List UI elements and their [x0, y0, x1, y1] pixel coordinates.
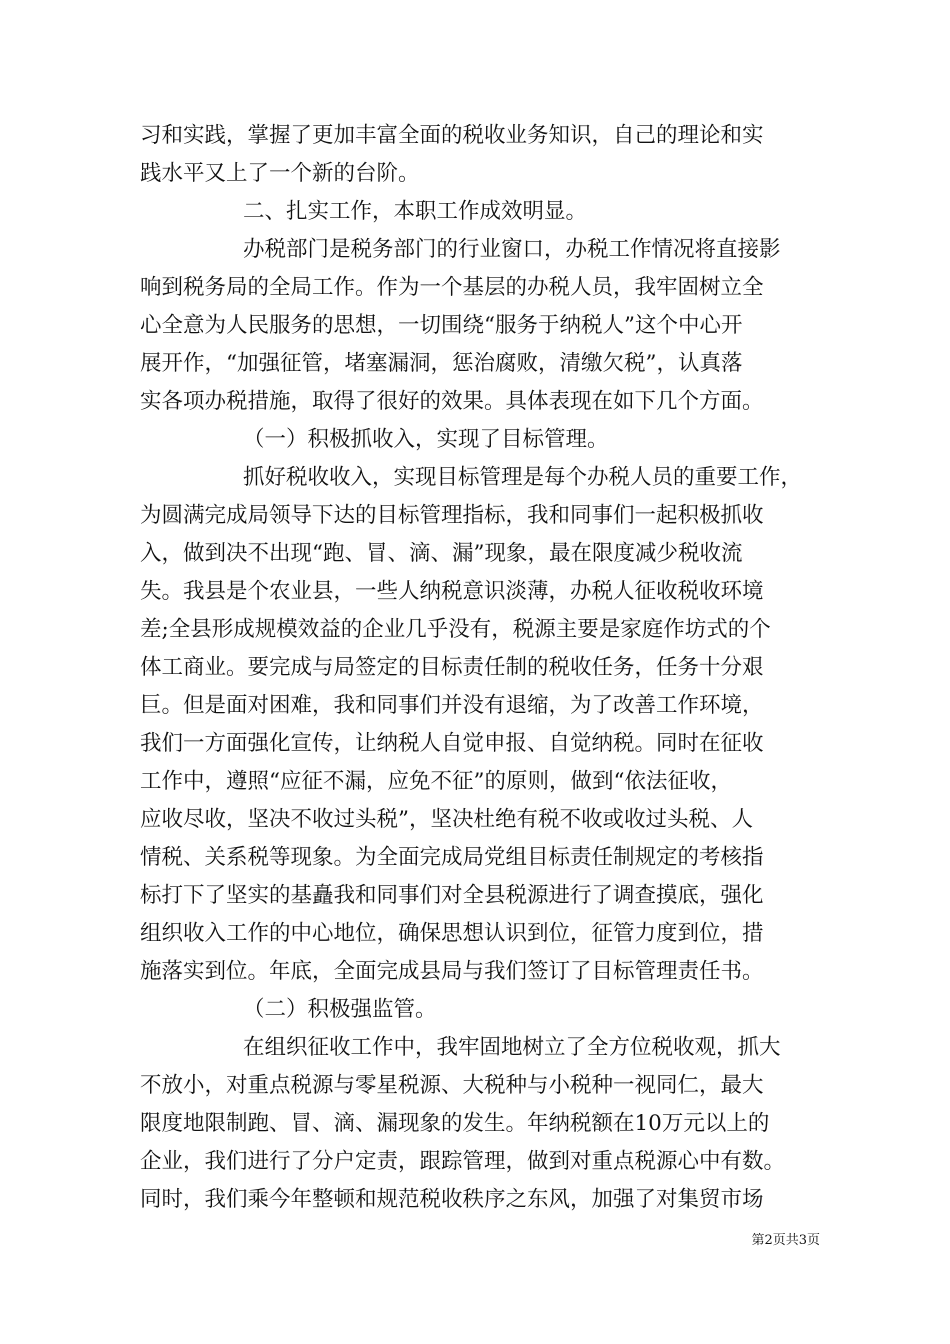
text-line-29: 同时，我们乘今年整顿和规范税收秩序之东风，加强了对集贸市场	[140, 1187, 764, 1212]
text-line-26: 不放小，对重点税源与零星税源、大税种与小税种一视同仁，最大	[140, 1073, 764, 1098]
subsection-heading-1: （一）积极抓收入，实现了目标管理。	[243, 427, 609, 452]
text-line-20: 情税、关系税等现象。为全面完成局党组目标责任制规定的考核指	[140, 845, 764, 870]
text-line-27: 限度地限制跑、冒、滴、漏现象的发生。年纳税额在10万元以上的	[140, 1111, 770, 1136]
text-line-19: 应收尽收，坚决不收过头税”，坚决杜绝有税不收或收过头税、人	[140, 807, 753, 832]
text-line-25: 在组织征收工作中，我牢固地树立了全方位税收观，抓大	[243, 1035, 781, 1060]
page-number: 第2页共3页	[751, 1233, 820, 1248]
text-line-4: 办税部门是税务部门的行业窗口，办税工作情况将直接影	[243, 237, 781, 262]
text-line-17: 我们一方面强化宣传，让纳税人自觉申报、自觉纳税。同时在征收	[140, 731, 764, 756]
subsection-heading-2: （二）积极强监管。	[243, 997, 437, 1022]
text-line-1: 习和实践，掌握了更加丰富全面的税收业务知识，自己的理论和实	[140, 123, 764, 148]
text-line-12: 入，做到决不出现“跑、冒、滴、漏”现象，最在限度减少税收流	[140, 541, 743, 566]
text-line-13: 失。我县是个农业县，一些人纳税意识淡薄，办税人征收税收环境	[140, 579, 764, 604]
text-line-8: 实各项办税措施，取得了很好的效果。具体表现在如下几个方面。	[140, 389, 764, 414]
text-line-21: 标打下了坚实的基矗我和同事们对全县税源进行了调查摸底，强化	[140, 883, 764, 908]
section-heading-2: 二、扎实工作，本职工作成效明显。	[243, 199, 588, 224]
text-line-28: 企业，我们进行了分户定责，跟踪管理，做到对重点税源心中有数。	[140, 1149, 786, 1174]
text-line-11: 为圆满完成局领导下达的目标管理指标，我和同事们一起积极抓收	[140, 503, 764, 528]
text-line-10: 抓好税收收入，实现目标管理是每个办税人员的重要工作，	[243, 465, 803, 490]
text-line-22: 组织收入工作的中心地位，确保思想认识到位，征管力度到位，措	[140, 921, 764, 946]
text-line-15: 体工商业。要完成与局签定的目标责任制的税收任务，任务十分艰	[140, 655, 764, 680]
text-line-2: 践水平又上了一个新的台阶。	[140, 161, 420, 186]
text-line-7: 展开作，“加强征管，堵塞漏洞，惩治腐败，清缴欠税”，认真落	[140, 351, 743, 376]
text-line-6: 心全意为人民服务的思想，一切围绕“服务于纳税人”这个中心开	[140, 313, 743, 338]
text-line-5: 响到税务局的全局工作。作为一个基层的办税人员，我牢固树立全	[140, 275, 764, 300]
text-line-23: 施落实到位。年底，全面完成县局与我们签订了目标管理责任书。	[140, 959, 764, 984]
text-line-16: 巨。但是面对困难，我和同事们并没有退缩，为了改善工作环境，	[140, 693, 764, 718]
text-line-18: 工作中，遵照“应征不漏，应免不征”的原则，做到“依法征收，	[140, 769, 732, 794]
text-line-14: 差;全县形成规模效益的企业几乎没有，税源主要是家庭作坊式的个	[140, 617, 771, 642]
